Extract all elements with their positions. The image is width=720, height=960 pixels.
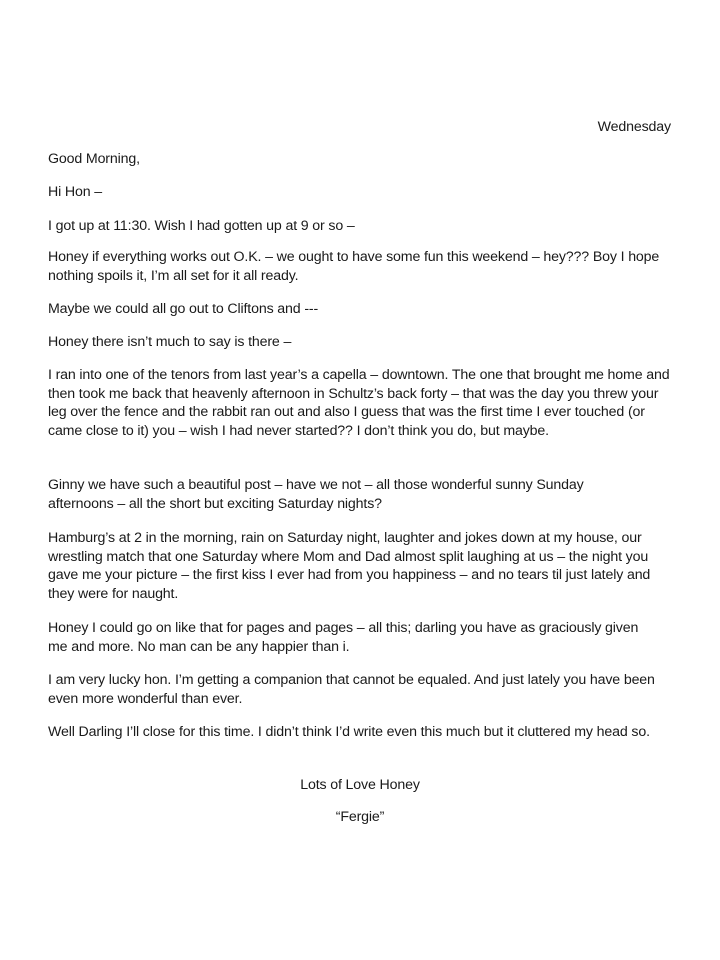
paragraph: Honey there isn’t much to say is there –: [48, 334, 292, 350]
paragraph: I got up at 11:30. Wish I had gotten up at 9 or so –: [48, 218, 355, 234]
paragraph: Honey if everything works out O.K. – we ought to have some fun this weekend – hey??? Boy I hope nothing spoils it, I’m all set for it all ready.: [48, 249, 660, 284]
greeting: Good Morning,: [48, 151, 140, 167]
closing: Lots of Love Honey: [300, 777, 420, 793]
paragraph: Well Darling I’ll close for this time. I didn’t think I’d write even this much but it cluttered my head so.: [48, 724, 650, 740]
paragraph: I ran into one of the tenors from last year’s a capella – downtown. The one that brought me home and then took me back that heavenly afternoon in Schultz’s back forty – that was the day you threw your leg over the fence and the rabbit ran out and also I guess that was the first time I ever touched (or came close to it) you – wish I had never started?? I don’t think you do, but maybe.: [48, 367, 670, 439]
paragraph: Honey I could go on like that for pages and pages – all this; darling you have as graciously given me and more. No man can be any happier than i.: [48, 620, 639, 655]
paragraph: I am very lucky hon. I’m getting a companion that cannot be equaled. And just lately you have been even more wonderful than ever.: [48, 672, 655, 707]
letter-date: Wednesday: [597, 119, 671, 135]
paragraph: Hamburg’s at 2 in the morning, rain on Saturday night, laughter and jokes down at my house, our wrestling match that one Saturday where Mom and Dad almost split laughing at us – the night you gave me your picture – the first kiss I ever had from you happiness – and no tears til just lately and they were for naught.: [48, 530, 651, 602]
salutation: Hi Hon –: [48, 184, 102, 200]
paragraph: Maybe we could all go out to Cliftons and ---: [48, 301, 319, 317]
paragraph: Ginny we have such a beautiful post – have we not – all those wonderful sunny Sunday afternoons – all the short but exciting Saturday nights?: [48, 477, 584, 512]
signature: “Fergie”: [335, 809, 385, 825]
